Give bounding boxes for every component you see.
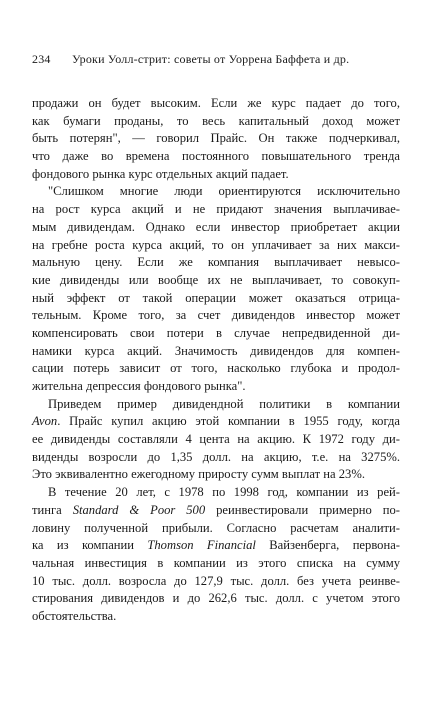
text-line: стирования дивидендов и до 262,6 тыс. долл. с учетом этого xyxy=(32,591,400,606)
text-line: на рост курса акций и не придают значения выплачивае- xyxy=(32,202,400,217)
paragraph xyxy=(32,95,400,183)
page-number: 234 xyxy=(32,52,51,66)
text-line: виденды возросли до 1,35 долл. на акцию, т.е. на 3275%. xyxy=(32,449,400,464)
text-line: мым дивидендам. Однако если инвестор приобретает акции xyxy=(32,219,400,234)
paragraph xyxy=(32,484,400,626)
text-line: "Слишком многие люди ориентируются исключительно xyxy=(48,184,400,199)
page-header xyxy=(32,52,402,67)
text-line: продажи он будет высоким. Если же курс падает до того, xyxy=(32,96,400,110)
text-line: фондового рынка курс отдельных акций падает. xyxy=(32,166,289,181)
text-line: ный эффект от такой операции может оказаться отрица- xyxy=(32,290,400,305)
paragraph xyxy=(32,183,400,395)
text-line: быть потерян", — говорил Прайс. Он также подчеркивал, xyxy=(32,131,400,146)
text-line: тинга Standard & Poor 500 реинвестировали примерно по- xyxy=(32,502,400,517)
text-line: ка из компании Thomson Financial Вайзенберга, первона- xyxy=(32,538,401,553)
text-line: ее дивиденды составляли 4 цента на акцию. К 1972 году ди- xyxy=(32,432,400,447)
text-line: что даже во времена постоянного повышательного тренда xyxy=(32,149,400,164)
text-line: чальная инвестиция в компании из этого списка на сумму xyxy=(32,555,400,570)
text-line: В течение 20 лет, с 1978 по 1998 год, компании из рей- xyxy=(48,485,400,500)
text-line: тельным. Кроме того, за счет дивидендов инвестор может xyxy=(32,308,400,323)
text-line: намики курса акций. Значимость дивидендов для компен- xyxy=(32,343,400,358)
text-line: как бумаги проданы, то весь капитальный доход может xyxy=(32,113,400,128)
text-line: Это эквивалентно ежегодному приросту сумм выплат на 23%. xyxy=(32,467,365,482)
text-line: кие дивиденды или вообще их не выплачивает, то совокуп- xyxy=(32,272,400,287)
text-line: сации потерь зависит от того, насколько глубока и продол- xyxy=(32,361,400,376)
text-line: ловину полученной прибыли. Согласно расчетам аналити- xyxy=(32,520,400,535)
text-line: обстоятельства. xyxy=(32,608,117,623)
paragraph xyxy=(32,396,400,484)
text-line: Avon. Прайс купил акцию этой компании в 1955 году, когда xyxy=(32,414,400,429)
text-line: мальную цену. Если же компания выплачивает невысо- xyxy=(32,255,400,270)
text-line: жительна депрессия фондового рынка". xyxy=(32,379,246,393)
text-line: компенсировать свои потери в случае непредвиденной ди- xyxy=(32,325,400,340)
running-title: Уроки Уолл-стрит: советы от Уоррена Баффета и др. xyxy=(72,52,350,66)
text-line: 10 тыс. долл. возросла до 127,9 тыс. долл. без учета реинве- xyxy=(32,573,400,588)
body-text xyxy=(32,95,400,626)
text-line: Приведем пример дивидендной политики в компании xyxy=(48,396,400,411)
text-line: на гребне роста курса акций, то он уплачивает за них макси- xyxy=(32,237,400,252)
